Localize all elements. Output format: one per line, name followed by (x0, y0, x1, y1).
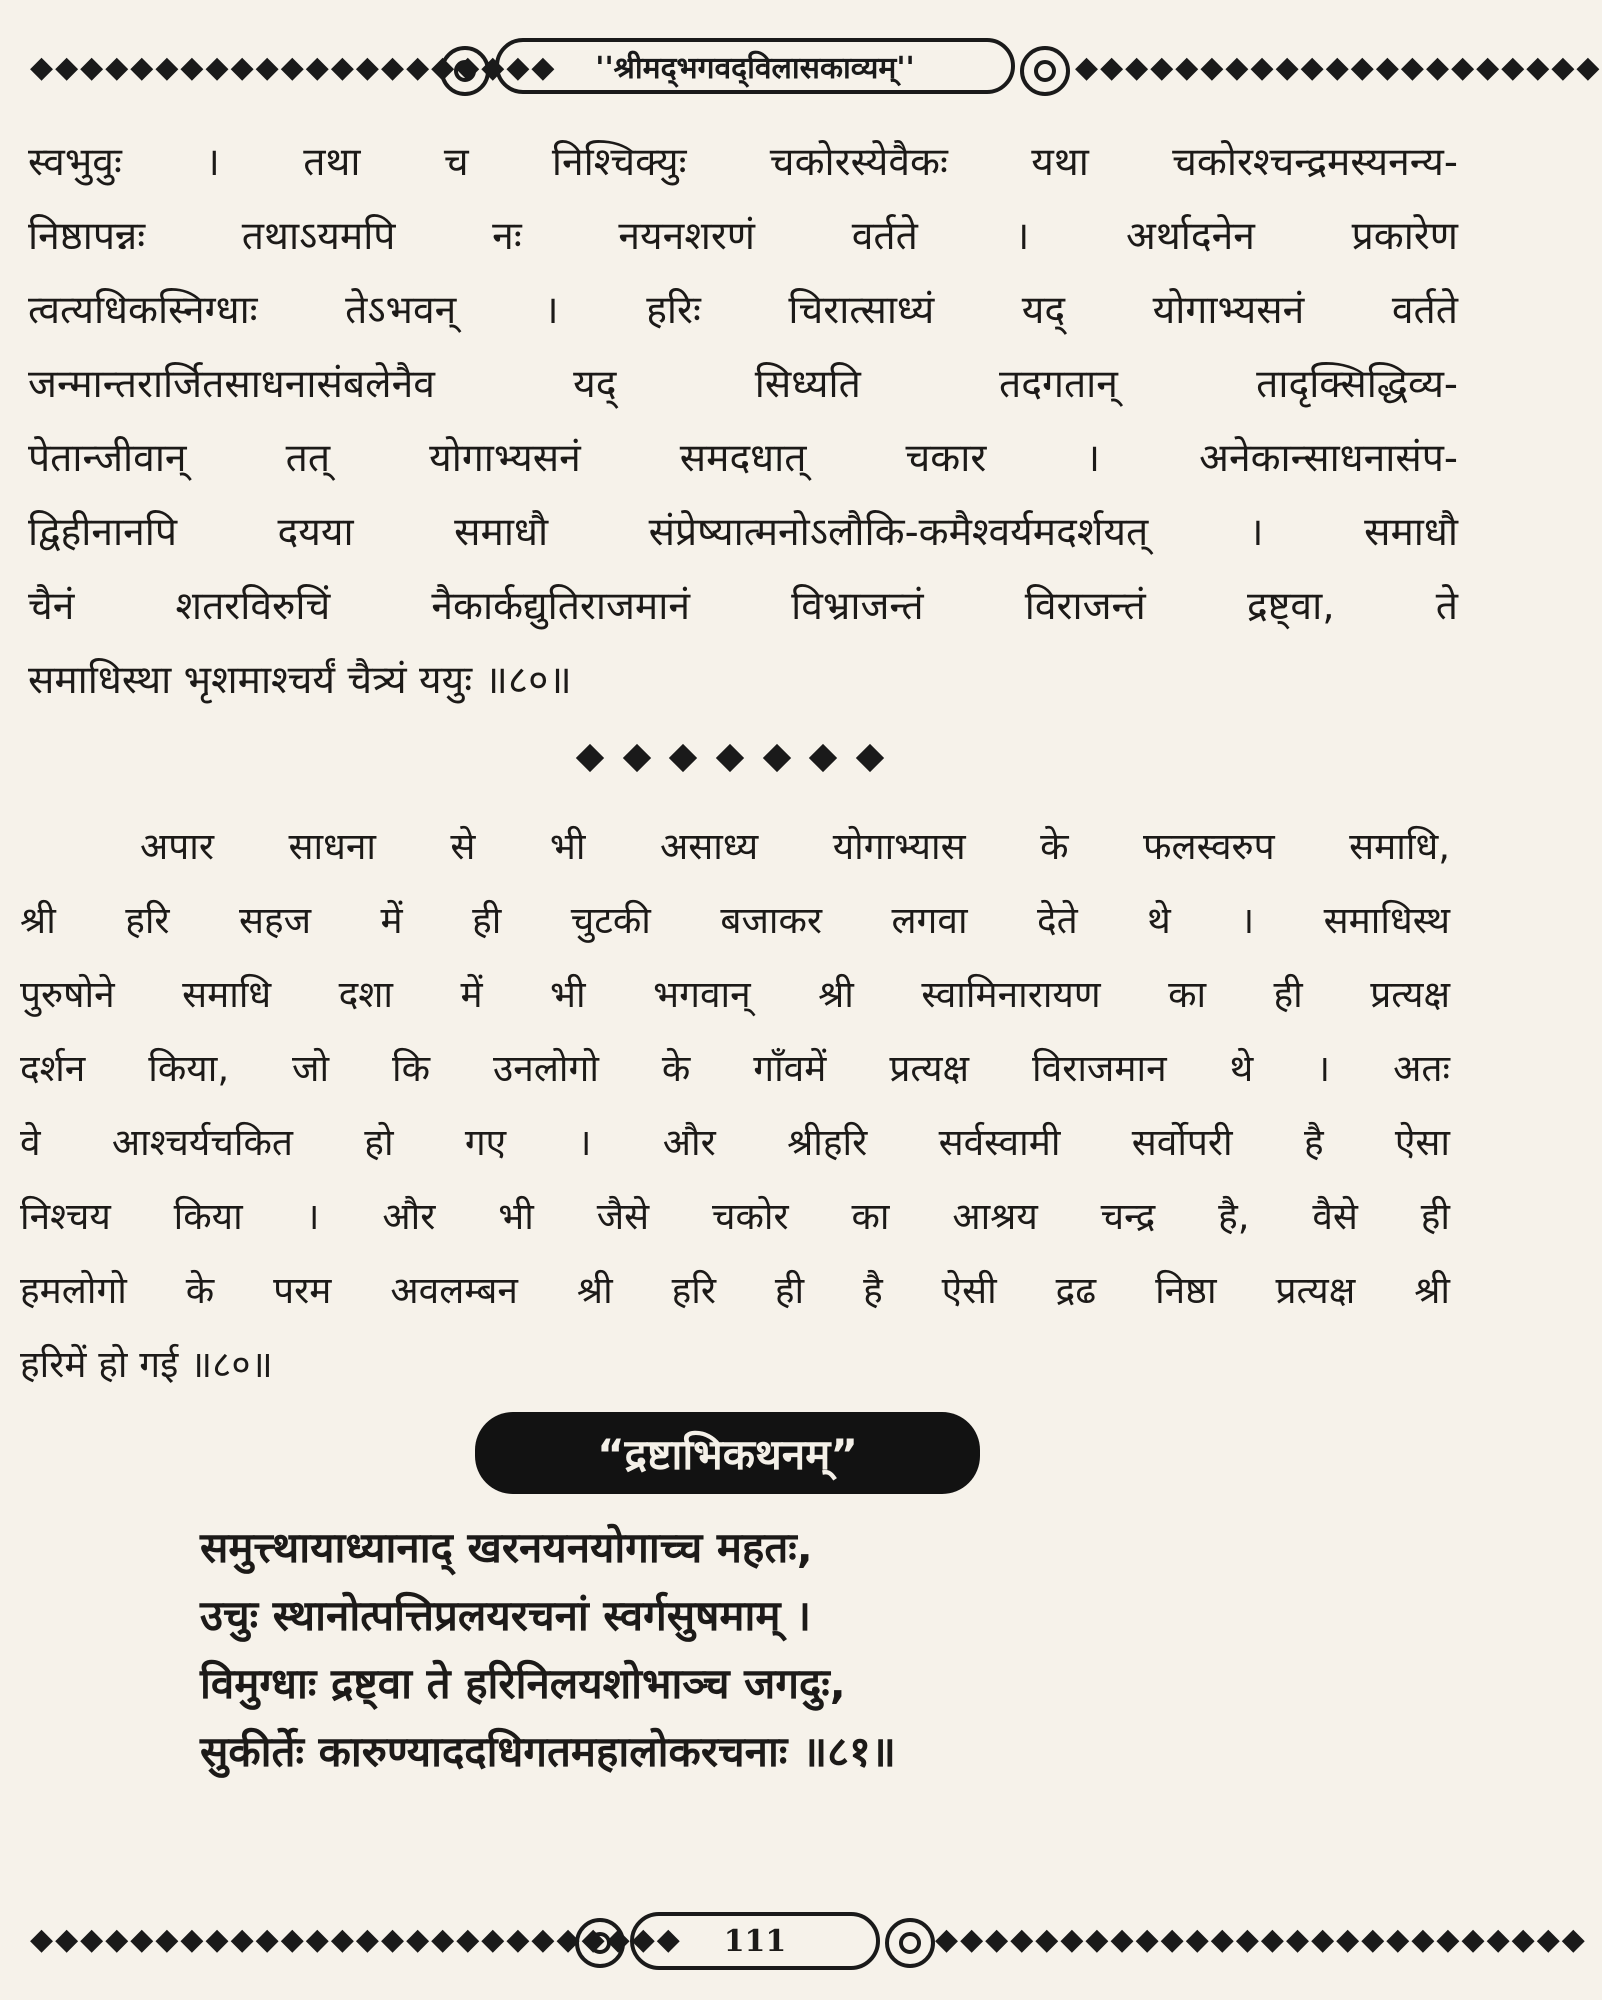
text-line: श्री हरि सहज में ही चुटकी बजाकर लगवा देते थे । समाधिस्थ (20, 899, 1450, 942)
text-line: जन्मान्तरार्जितसाधनासंबलेनैव यद् सिध्यति तदगतान् तादृक्सिद्धिव्य- (28, 362, 1458, 407)
text-line: हमलोगो के परम अवलम्बन श्री हरि ही है ऐसी द्रढ निष्ठा प्रत्यक्ष श्री (20, 1269, 1450, 1312)
text-line: द्विहीनानपि दयया समाधौ संप्रेष्यात्मनोऽलौकि-कमैश्वर्यमदर्शयत् । समाधौ (28, 510, 1458, 555)
text-line: पेतान्जीवान् तत् योगाभ्यसनं समदधात् चकार । अनेकान्साधनासंप- (28, 436, 1458, 481)
diamond-icon (809, 744, 837, 772)
text-line: अपार साधना से भी असाध्य योगाभ्यास के फलस्वरुप समाधि, (140, 825, 1450, 868)
diamond-icon (576, 744, 604, 772)
text-line: स्वभुवुः । तथा च निश्चिक्युः चकोरस्येवैकः यथा चकोरश्चन्द्रमस्यनन्य- (28, 140, 1458, 185)
text-line: वे आश्चर्यचकित हो गए । और श्रीहरि सर्वस्वामी सर्वोपरी है ऐसा (20, 1121, 1450, 1164)
header-ornament-right: ◆◆◆◆◆◆◆◆◆◆◆◆◆◆◆◆◆◆◆◆◆ (1075, 50, 1602, 85)
section-divider (580, 748, 880, 768)
swirl-ornament-icon (885, 1918, 935, 1968)
verse-line: सुकीर्तेः कारुण्याददधिगतमहालोकरचनाः ॥८१॥ (200, 1727, 896, 1776)
page-footer (30, 1908, 1587, 1978)
text-line: चैनं शतरविरुचिं नैकार्कद्युतिराजमानं विभ्राजन्तं विराजन्तं द्रष्ट्वा, ते (28, 584, 1458, 629)
footer-ornament-left: ◆◆◆◆◆◆◆◆◆◆◆◆◆◆◆◆◆◆◆◆◆◆◆◆◆◆ (30, 1922, 682, 1957)
sanskrit-commentary (28, 126, 1458, 718)
text-line: दर्शन किया, जो कि उनलोगो के गाँवमें प्रत्यक्ष विराजमान थे । अतः (20, 1047, 1450, 1090)
text-line: समाधिस्था भृशमाश्चर्यं चैत्र्यं ययुः ॥८०॥ (28, 658, 572, 703)
diamond-icon (669, 744, 697, 772)
verse-line: विमुग्धाः द्रष्ट्वा ते हरिनिलयशोभाञ्च जगदुः, (200, 1659, 846, 1708)
text-line: पुरुषोने समाधि दशा में भी भगवान् श्री स्वामिनारायण का ही प्रत्यक्ष (20, 973, 1450, 1016)
section-heading: “द्रष्टाभिकथनम्” (475, 1412, 980, 1494)
swirl-ornament-icon (440, 46, 490, 96)
diamond-icon (716, 744, 744, 772)
text-line: त्वत्यधिकस्निग्धाः तेऽभवन् । हरिः चिरात्साध्यं यद् योगाभ्यसनं वर्तते (28, 288, 1458, 333)
verse-block (200, 1514, 1260, 1786)
swirl-ornament-icon (1020, 46, 1070, 96)
text-line: निष्ठापन्नः तथाऽयमपि नः नयनशरणं वर्तते । अर्थादनेन प्रकारेण (28, 214, 1458, 259)
footer-ornament-right: ◆◆◆◆◆◆◆◆◆◆◆◆◆◆◆◆◆◆◆◆◆◆◆◆◆◆ (935, 1922, 1587, 1957)
text-line: निश्चय किया । और भी जैसे चकोर का आश्रय चन्द्र है, वैसे ही (20, 1195, 1450, 1238)
diamond-icon (856, 744, 884, 772)
hindi-translation (20, 810, 1450, 1402)
swirl-ornament-icon (575, 1918, 625, 1968)
page-header (30, 36, 1602, 106)
verse-line: समुत्त्थायाध्यानाद् खरनयनयोगाच्च महतः, (200, 1523, 813, 1572)
text-line: हरिमें हो गई ॥८०॥ (20, 1343, 273, 1386)
verse-line: उचुः स्थानोत्पत्तिप्रलयरचनां स्वर्गसुषमाम् । (200, 1591, 812, 1640)
diamond-icon (762, 744, 790, 772)
header-ornament-left: ◆◆◆◆◆◆◆◆◆◆◆◆◆◆◆◆◆◆◆◆◆ (30, 50, 557, 85)
diamond-icon (623, 744, 651, 772)
running-title: ''श्रीमद्‌भगवद्‌विलासकाव्यम्'' (495, 38, 1015, 94)
page-number: 111 (630, 1912, 880, 1970)
